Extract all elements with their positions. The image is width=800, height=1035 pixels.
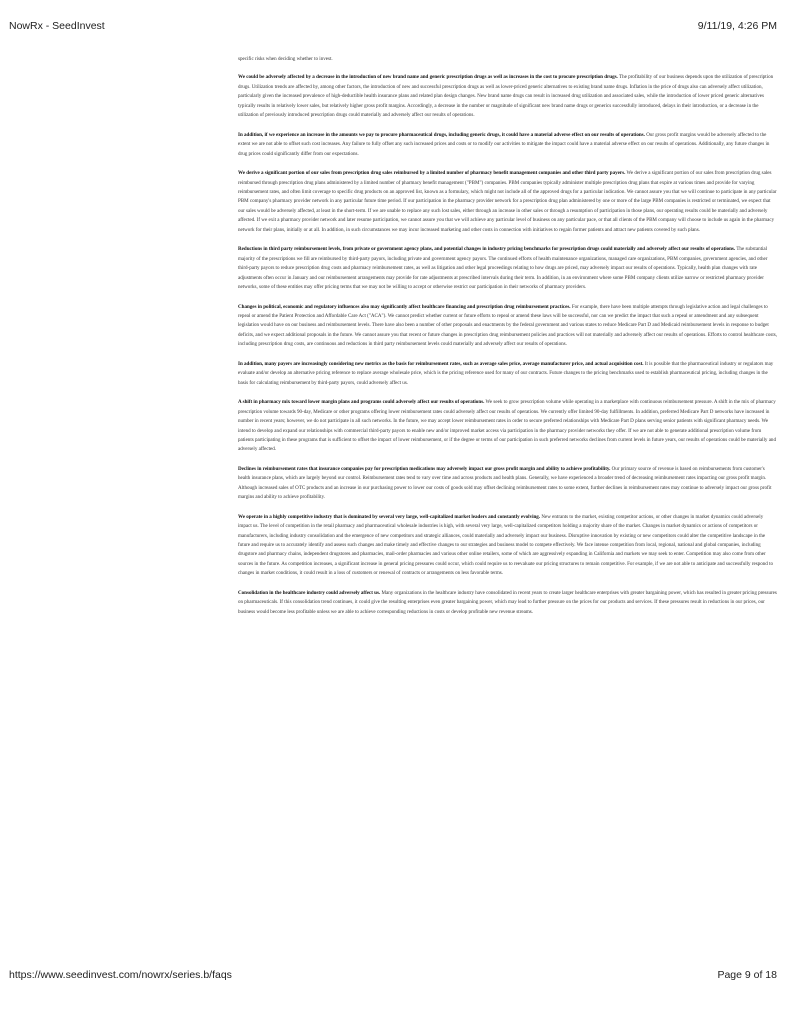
document-body <box>238 55 778 627</box>
risk-paragraph-7 <box>238 398 778 455</box>
browser-print-title: NowRx - SeedInvest <box>9 20 105 32</box>
risk-body: The substantial majority of the prescriptions we fill are reimbursed by third-party payors, including private and government agency payors. The continued efforts of health maintenance organizations, managed care organizations, PBM companies, government agencies, and other third-party payors to reduce prescription drug costs and pharmacy reimbursement rates, as well as litigation and other legal proceedings relating to how drugs are priced, may adversely impact our results of operations. Typically, health plan changes with rate adjustments often occur in January and our reimbursement arrangements may provide for rate adjustments at prescribed intervals during their term. In addition, in an environment where some PBM company clients utilize narrow or restricted pharmacy provider networks, some of these entities may offer pricing terms that we may not be willing to accept or otherwise restrict our participation in their networks of pharmacy providers. <box>238 246 768 291</box>
risk-paragraph-10 <box>238 589 778 617</box>
risk-body: Our primary source of revenue is based on reimbursements from customer's health insurance plans, which are largely beyond our control. Reimbursement rates tend to vary over time and across products and health plans. Generally, we have experienced a broader trend of decreasing reimbursement rates impacting our gross profit margin. Although increased sales of OTC products and an increase in our purchasing power to lower our costs of goods sold may offset declining reimbursement rates to some extent, further declines in reimbursement rates may continue to adversely impact our gross profit margins and ability to achieve profitability. <box>238 465 772 501</box>
print-datetime: 9/11/19, 4:26 PM <box>697 20 777 32</box>
risk-heading: We could be adversely affected by a decrease in the introduction of new brand name and generic prescription drugs as well as increases in the cost to procure prescription drugs. <box>238 74 618 81</box>
risk-paragraph-3 <box>238 169 778 235</box>
risk-paragraph-6 <box>238 360 778 388</box>
risk-heading: Changes in political, economic and regulatory influences also may significantly affect healthcare financing and prescription drug reimbursement practices. <box>238 303 571 310</box>
risk-body: For example, there have been multiple attempts through legislative action and legal challenges to repeal or amend the Patient Protection and Affordable Care Act ("ACA"). We cannot predict whether current or future efforts to repeal or amend these laws will be successful, nor can we predict the impact that such a repeal or amendment and any subsequent legislation would have on our business and reimbursement levels. There have also been a number of other proposals and enactments by the federal government and various states to reduce Medicare Part D and Medicaid reimbursement levels in response to budget deficits, and we expect additional proposals in the future. We cannot assure you that recent or future changes in prescription drug reimbursement policies and practices will not materially and adversely affect our results of operations. Efforts to control healthcare costs, including prescription drug costs, are continuous and reductions in third party reimbursement levels could materially and adversely affect our results of operations. <box>238 303 778 348</box>
risk-paragraph-8 <box>238 465 778 503</box>
risk-paragraph-4 <box>238 245 778 292</box>
risk-body: New entrants to the market, existing competitor actions, or other changes in market dynamics could adversely impact us. The level of competition in the retail pharmacy and pharmaceutical wholesale industries is high, with several very large, well-capitalized competitors holding a majority share of the market. Changes in market dynamics or actions of competitors or manufacturers, including industry consolidation and the emergence of new competitors and strategic alliances, could materially and adversely impact our business. Disruptive innovation by existing or new competitors could alter the competitive landscape in the future and require us to accurately identify and assess such changes and make timely and effective changes to our strategies and business model to compete effectively. We face intense competition from local, regional, national and global companies, including drugstore and pharmacy chains, independent drugstores and pharmacies, mail-order pharmacies and various other online retailers, some of which are aggressively expanding in California and markets we may seek to enter. Competition may also come from other sources in the future. As competition increases, a significant increase in general pricing pressures could occur, which could require us to reevaluate our pricing structures to remain competitive. For example, if we are not able to anticipate and successfully respond to changes in market conditions, it could result in a loss of customers or renewal of contracts or arrangements on less favorable terms. <box>238 513 774 577</box>
risk-paragraph-1 <box>238 73 778 120</box>
risk-heading: We derive a significant portion of our sales from prescription drug sales reimbursed by a limited number of pharmacy benefit management companies and other third party payers. <box>238 170 626 177</box>
risk-heading: Reductions in third party reimbursement levels, from private or government agency plans, and potential changes in industry pricing benchmarks for prescription drugs could materially and adversely affect our results of operations. <box>238 246 736 253</box>
page-number: Page 9 of 18 <box>717 969 777 981</box>
risk-body: It is possible that the pharmaceutical industry or regulators may evaluate and/or develop an alternative pricing reference to replace average wholesale price, which is the pricing reference used for many of our contracts. Future changes to the pricing benchmarks used to establish pharmaceutical pricing, including changes in the basis for calculating reimbursement by third-party payors, could adversely affect us. <box>238 360 774 386</box>
risk-heading: Consolidation in the healthcare industry could adversely affect us. <box>238 589 381 596</box>
risk-paragraph-5 <box>238 303 778 350</box>
risk-paragraph-2 <box>238 131 778 159</box>
risk-heading: A shift in pharmacy mix toward lower margin plans and programs could adversely affect our results of operations. <box>238 399 485 406</box>
risk-paragraph-9 <box>238 513 778 579</box>
risk-heading: We operate in a highly competitive industry that is dominated by several very large, well-capitalized market leaders and constantly evolving. <box>238 513 541 520</box>
risk-body: Our gross profit margins would be adversely affected to the extent we are not able to offset such cost increases. Any failure to fully offset any such increased prices and costs or to modify our activities to mitigate the impact could have a material adverse effect on our results of operations. Additionally, any future changes in drug prices could significantly differ from our expectations. <box>238 131 770 157</box>
risk-heading: In addition, if we experience an increase in the amounts we pay to procure pharmaceutical drugs, including generic drugs, it could have a material adverse effect on our results of operations. <box>238 131 645 138</box>
risk-body: Many organizations in the healthcare industry have consolidated in recent years to create larger healthcare enterprises with greater bargaining power, which has resulted in greater pricing pressures on pharmaceuticals. If this consolidation trend continues, it could give the resulting enterprises even greater bargaining power, which may lead to further pressure on the prices for our products and services. If these pressures result in reductions in our prices, our business would become less profitable unless we are able to achieve corresponding reductions in costs or develop profitable new revenue streams. <box>238 589 777 615</box>
risk-body: The profitability of our business depends upon the utilization of prescription drugs. Utilization trends are affected by, among other factors, the introduction of new and successful prescription drugs as well as lower-priced generic alternatives to existing brand name drugs. Inflation in the price of drugs also can adversely affect utilization, particularly given the increased prevalence of high-deductible health insurance plans and related plan design changes. New brand name drugs can result in increased drug utilization and associated sales, while the introduction of lower priced generic alternatives typically results in relatively lower sales, but relatively higher gross profit margins. Accordingly, a decrease in the number or magnitude of significant new brand name drugs or generics successfully introduced, delays in their introduction, or a decrease in the utilization of previously introduced prescription drugs could materially and adversely affect our results of operations. <box>238 74 774 119</box>
risk-body: We derive a significant portion of our sales from prescription drug sales reimbursed through prescription drug plans administered by a limited number of pharmacy benefit management ("PBM") companies. PBM companies typically administer multiple prescription drug plans that expire at various times and provide for varying reimbursement rates, and often limit coverage to specific drug products on an approved list, known as a formulary, which might not include all of the approved drugs for a particular indication. We cannot assure you that we will continue to participate in any particular PBM company's pharmacy provider network in any particular future time period. If our participation in the pharmacy provider network for a prescription drug plan administered by one or more of the large PBM companies is restricted or terminated, we expect that our sales would be adversely affected, at least in the short-term. If we are unable to replace any such lost sales, either through an increase in other sales or through a resumption of participation in those plans, our operating results could be materially and adversely affected. If we exit a pharmacy provider network and later resume participation, we cannot assure you that we will achieve any particular level of business on any particular pace, or that all clients of the PBM company will choose to include us again in the pharmacy network for their plans, initially or at all. In addition, in such circumstances we may incur increased marketing and other costs in connection with initiatives to regain former patients and attract new patients covered by such plans. <box>238 170 777 233</box>
risk-body: We seek to grow prescription volume while operating in a marketplace with continuous reimbursement pressure. A shift in the mix of pharmacy prescription volume towards 90-day, Medicare or other programs offering lower reimbursement rates could adversely affect our results of operations. We currently offer limited 90-day fulfillments. In addition, preferred Medicare Part D networks have increased in number in recent years; however, we do not participate in all such networks. In the future, we may accept lower reimbursement rates in order to secure preferred relationships with Medicare Part D plans serving senior patients with significant pharmacy needs. We intend to develop and expand our relationships with commercial third-party payors to enable new and/or improved market access via participation in the pharmacy provider networks they offer. If we are not able to generate additional prescription volume from patients participating in these programs that is sufficient to offset the impact of lower reimbursement, or if the degree or terms of our participation in such preferred networks declines from current levels in future years, our results of operations could be materially and adversely affected. <box>238 399 776 453</box>
page-url: https://www.seedinvest.com/nowrx/series.b/faqs <box>9 969 232 981</box>
risk-heading: In addition, many payers are increasingly considering new metrics as the basis for reimbursement rates, such as average sales price, average manufacturer price, and actual acquisition cost. <box>238 360 644 367</box>
intro-text: specific risks when deciding whether to invest. <box>238 56 333 62</box>
risk-heading: Declines in reimbursement rates that insurance companies pay for prescription medications may adversely impact our gross profit margin and ability to achieve profitability. <box>238 465 611 472</box>
